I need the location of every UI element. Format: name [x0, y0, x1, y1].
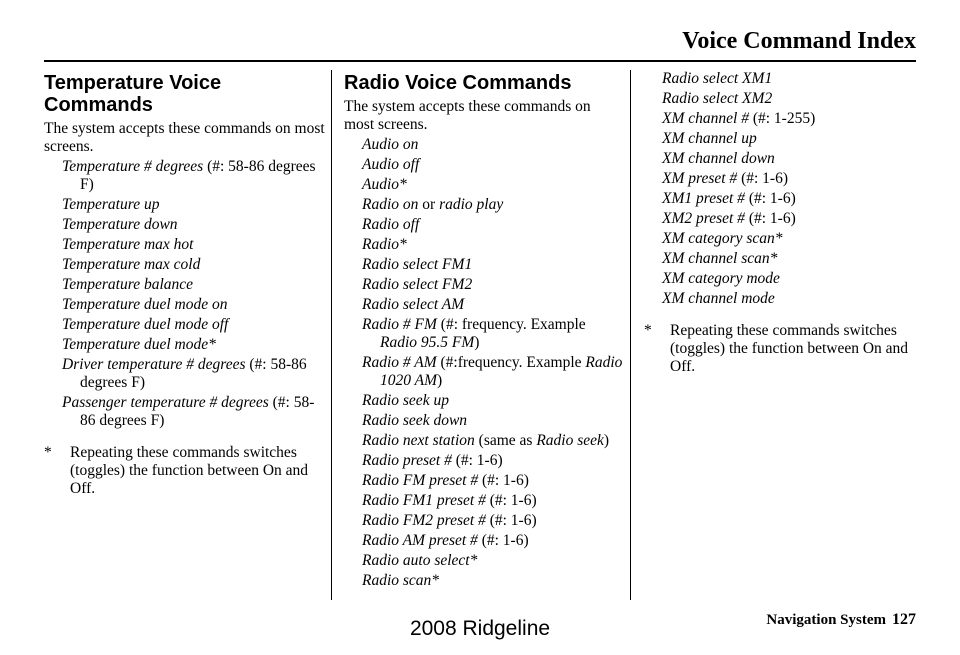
command-text: XM category mode — [662, 270, 780, 287]
command-text: Temperature duel mode on — [62, 296, 228, 313]
temperature-column — [44, 72, 326, 498]
command-text: Temperature down — [62, 216, 178, 233]
command-note-end: ) — [603, 432, 610, 449]
command-text: Temperature duel mode* — [62, 336, 216, 353]
command-text: Radio # AM — [362, 354, 437, 371]
command-text: XM channel up — [662, 130, 757, 147]
command-note: (#: 1-6) — [451, 452, 503, 469]
command-text: Radio select XM1 — [662, 70, 773, 87]
command-text-alt: Radio 95.5 FM — [380, 334, 475, 351]
xm-command-list — [644, 70, 924, 308]
command-text: Radio select FM1 — [362, 256, 473, 273]
command-text: Radio scan* — [362, 572, 440, 589]
command-text: Radio FM1 preset # — [362, 492, 486, 509]
command-item — [362, 276, 624, 294]
command-text: XM preset # — [662, 170, 738, 187]
command-text: XM channel # — [662, 110, 749, 127]
footnote-text: Repeating these commands switches (toggles) the function between On and Off. — [70, 444, 309, 497]
command-item — [362, 432, 624, 450]
command-item — [62, 236, 326, 254]
command-note: (#: 1-6) — [737, 170, 788, 187]
command-text: Audio* — [362, 176, 407, 193]
command-text: XM channel down — [662, 150, 775, 167]
command-text: Audio on — [362, 136, 419, 153]
command-text: Radio* — [362, 236, 407, 253]
command-text: Passenger temperature # degrees — [62, 394, 269, 411]
temperature-footnote — [44, 444, 326, 498]
command-item — [62, 336, 326, 354]
command-note-end: ) — [436, 372, 443, 389]
command-text: Temperature max cold — [62, 256, 201, 273]
page-title: Voice Command Index — [682, 28, 916, 54]
command-item — [62, 216, 326, 234]
command-item — [362, 452, 624, 470]
command-text: Radio select FM2 — [362, 276, 473, 293]
command-item — [362, 136, 624, 154]
command-note: (#: 1-6) — [478, 472, 529, 489]
command-note: (#: 58-86 degrees F) — [80, 394, 315, 429]
command-note: (#: 1-6) — [744, 210, 796, 227]
command-note: (#: 1-255) — [748, 110, 816, 127]
command-item — [662, 290, 924, 308]
command-text-alt: Radio seek — [536, 432, 604, 449]
command-note: or — [418, 196, 440, 213]
watermark: 2008 Ridgeline — [409, 617, 551, 640]
command-item — [362, 412, 624, 430]
command-text: Radio # FM — [362, 316, 437, 333]
command-item — [62, 356, 326, 392]
command-item — [362, 196, 624, 214]
command-item — [62, 158, 326, 194]
command-text: Radio off — [362, 216, 420, 233]
command-text: Driver temperature # degrees — [62, 356, 246, 373]
command-item — [362, 156, 624, 174]
radio-command-list — [344, 136, 624, 590]
command-item — [662, 130, 924, 148]
command-item — [662, 90, 924, 108]
command-item — [662, 250, 924, 268]
command-item — [362, 572, 624, 590]
command-item — [362, 532, 624, 550]
command-text: Radio FM2 preset # — [362, 512, 486, 529]
command-text: Radio seek down — [362, 412, 468, 429]
page-number: 127 — [892, 611, 916, 628]
command-text-alt: Radio 1020 AM — [380, 354, 623, 389]
command-text: XM channel mode — [662, 290, 775, 307]
header-rule — [44, 60, 916, 62]
command-item — [62, 394, 326, 430]
command-text: Temperature up — [62, 196, 160, 213]
command-text: XM2 preset # — [662, 210, 745, 227]
temperature-intro: The system accepts these commands on most screens. — [44, 120, 325, 155]
command-text: Temperature duel mode off — [62, 316, 229, 333]
command-item — [62, 316, 326, 334]
command-item — [362, 296, 624, 314]
command-item — [662, 190, 924, 208]
command-item — [362, 236, 624, 254]
command-text: Radio AM preset # — [362, 532, 478, 549]
command-item — [62, 256, 326, 274]
command-text: Radio seek up — [362, 392, 449, 409]
command-item — [662, 230, 924, 248]
command-text-alt: radio play — [439, 196, 504, 213]
command-text: Radio FM preset # — [362, 472, 479, 489]
radio-intro: The system accepts these commands on most screens. — [344, 98, 591, 133]
command-note: (#:frequency. Example — [436, 354, 586, 371]
command-note: (#: 1-6) — [485, 512, 537, 529]
xm-column — [644, 70, 924, 376]
footer-section-title: Navigation System — [766, 612, 886, 628]
radio-column — [344, 72, 624, 592]
command-item — [662, 70, 924, 88]
command-item — [362, 472, 624, 490]
command-text: XM channel scan* — [662, 250, 778, 267]
xm-footnote — [644, 322, 924, 376]
command-text: Radio on — [362, 196, 419, 213]
command-text: Audio off — [362, 156, 420, 173]
command-item — [362, 354, 624, 390]
command-item — [362, 392, 624, 410]
command-note: (same as — [474, 432, 537, 449]
command-item — [362, 512, 624, 530]
command-text: Radio next station — [362, 432, 475, 449]
command-item — [62, 296, 326, 314]
footnote-mark: * — [644, 322, 652, 339]
command-item — [662, 270, 924, 288]
command-item — [662, 150, 924, 168]
temperature-command-list — [44, 158, 326, 430]
command-text: Radio select AM — [362, 296, 465, 313]
command-item — [362, 316, 624, 352]
command-text: Radio select XM2 — [662, 90, 773, 107]
command-item — [362, 256, 624, 274]
radio-heading: Radio Voice Commands — [344, 72, 572, 94]
command-note: (#: frequency. Example — [436, 316, 586, 333]
command-item — [362, 216, 624, 234]
command-text: Radio preset # — [362, 452, 452, 469]
command-item — [362, 176, 624, 194]
command-text: Temperature # degrees — [62, 158, 204, 175]
command-text: Radio auto select* — [362, 552, 478, 569]
footnote-text: Repeating these commands switches (toggles) the function between On and Off. — [670, 322, 909, 375]
command-note: (#: 58-86 degrees F) — [80, 356, 307, 391]
command-item — [662, 170, 924, 188]
command-item — [362, 492, 624, 510]
command-item — [362, 552, 624, 570]
command-text: XM category scan* — [662, 230, 783, 247]
command-text: XM1 preset # — [662, 190, 745, 207]
command-note: (#: 1-6) — [744, 190, 796, 207]
command-item — [662, 210, 924, 228]
command-note-end: ) — [474, 334, 480, 351]
column-divider-1 — [331, 70, 332, 600]
footnote-mark: * — [44, 444, 52, 461]
command-note: (#: 58-86 degrees F) — [80, 158, 316, 193]
column-divider-2 — [630, 70, 631, 600]
command-note: (#: 1-6) — [485, 492, 537, 509]
command-item — [62, 276, 326, 294]
command-item — [662, 110, 924, 128]
command-item — [62, 196, 326, 214]
command-note: (#: 1-6) — [477, 532, 529, 549]
command-text: Temperature balance — [62, 276, 194, 293]
command-text: Temperature max hot — [62, 236, 194, 253]
temperature-heading: Temperature Voice Commands — [44, 72, 222, 116]
